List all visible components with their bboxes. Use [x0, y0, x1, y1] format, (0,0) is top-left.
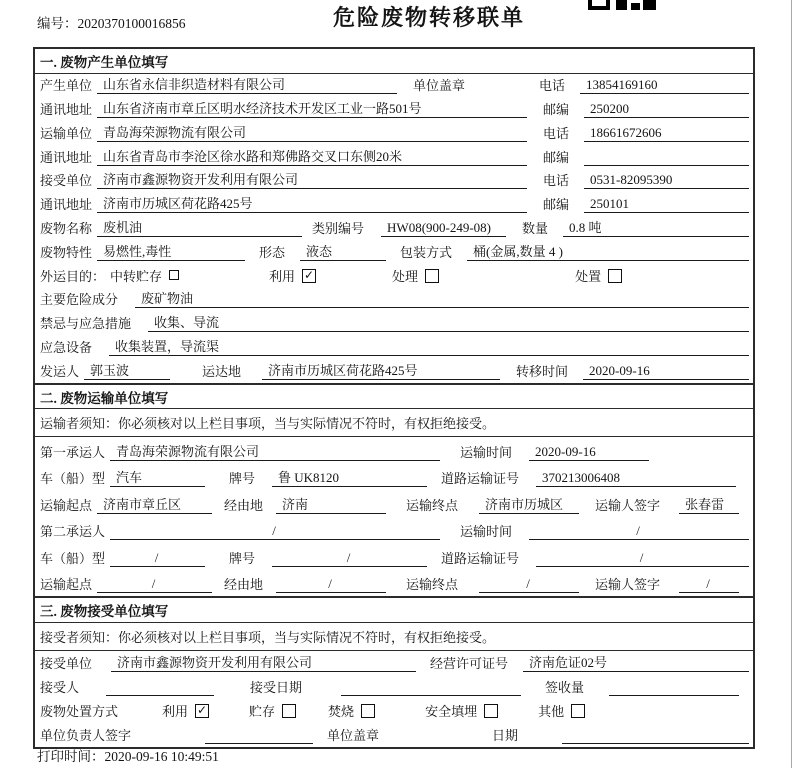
field-value-underline	[205, 743, 313, 744]
field-label: 道路运输证号	[441, 550, 520, 566]
row-receiver-address	[35, 192, 753, 216]
spacer	[506, 236, 522, 237]
section-s3	[35, 596, 753, 747]
checkbox-label: 利用	[269, 268, 296, 284]
spacer	[386, 260, 400, 261]
row-accept-unit	[35, 651, 753, 675]
spacer	[179, 284, 269, 285]
spacer	[118, 307, 130, 308]
field-value-underline: 易燃性,毒性	[97, 241, 245, 261]
spacer	[79, 695, 101, 696]
field-value-underline: 收集装置，导流渠	[109, 336, 749, 356]
spacer	[364, 236, 376, 237]
field-label: 运输单位	[40, 125, 93, 141]
field-value-underline: 济南市鑫源物资开发利用有限公司	[97, 169, 527, 189]
spacer	[245, 260, 259, 261]
print-time-label: 打印时间：	[37, 749, 105, 764]
spacer	[427, 486, 441, 487]
row-producer-address	[35, 97, 753, 121]
field-label: 日期	[492, 727, 519, 743]
field-label: 运输终点	[406, 497, 459, 513]
field-value-underline: /	[110, 550, 205, 567]
spacer	[440, 460, 460, 461]
field-label: 主要危险成分	[40, 292, 119, 308]
field-value-underline: 济南	[276, 494, 386, 514]
field-value-underline: /	[110, 523, 440, 540]
spacer	[209, 719, 249, 720]
spacer	[568, 379, 578, 380]
field-value-underline: 青岛海荣源物流有限公司	[97, 122, 527, 142]
field-label: 运输终点	[406, 577, 459, 593]
field-label: 道路运输证号	[441, 471, 520, 487]
spacer	[465, 93, 539, 94]
checkbox-label: 贮存	[249, 703, 276, 719]
page-edge-line	[791, 0, 792, 768]
spacer	[660, 592, 674, 593]
field-label: 通讯地址	[40, 197, 93, 213]
spacer	[302, 695, 336, 696]
checkbox-label: 其他	[538, 703, 565, 719]
spacer	[212, 513, 224, 514]
field-label: 电话	[543, 173, 570, 189]
field-label: 形态	[259, 244, 286, 260]
row-transport-address	[35, 145, 753, 169]
spacer	[379, 743, 492, 744]
checkbox-item	[249, 701, 296, 720]
field-value-underline: 青岛海荣源物流有限公司	[110, 441, 440, 461]
field-label: 包装方式	[400, 244, 453, 260]
spacer	[263, 513, 271, 514]
checkbox-item	[110, 266, 179, 285]
row-first-vehicle	[35, 464, 753, 491]
spacer	[527, 212, 543, 213]
spacer	[397, 93, 413, 94]
spacer	[214, 695, 250, 696]
spacer	[131, 743, 200, 744]
field-value-underline: 山东省青岛市李沧区徐水路和郑佛路交叉口东侧20米	[97, 146, 527, 166]
field-value-underline: 济南市历城区荷花路425号	[97, 193, 527, 213]
field-label: 发运人	[40, 363, 80, 379]
section-note: 接受者须知：你必须核对以上栏目事项，当与实际情况不符时，有权拒绝接受。	[35, 623, 753, 651]
section-title: 一. 废物产生单位填写	[35, 49, 753, 74]
field-value-underline: /	[97, 576, 212, 593]
spacer	[584, 695, 604, 696]
spacer	[439, 284, 575, 285]
field-label: 接受单位	[40, 173, 93, 189]
row-second-route	[35, 570, 753, 597]
field-label: 经由地	[224, 497, 264, 513]
field-value-underline: 废机油	[97, 217, 302, 237]
field-label: 电话	[543, 125, 570, 141]
field-value-underline: /	[536, 550, 749, 567]
section-note: 运输者须知：你必须核对以上栏目事项，当与实际情况不符时，有权拒绝接受。	[35, 409, 753, 437]
row-receiver-unit	[35, 169, 753, 193]
qr-block	[631, 3, 640, 10]
field-label: 产生单位	[40, 78, 93, 94]
field-value-underline: 汽车	[110, 467, 205, 487]
field-label: 废物名称	[40, 221, 93, 237]
field-label: 运输起点	[40, 497, 93, 513]
field-value-underline: 郭玉波	[84, 360, 170, 380]
field-label: 单位盖章	[413, 78, 466, 94]
serial-value: 2020370100016856	[77, 16, 186, 31]
field-value-underline: 液态	[300, 241, 386, 261]
spacer	[579, 513, 595, 514]
qr-block	[616, 0, 627, 10]
field-label: 经营许可证号	[430, 655, 509, 671]
spacer	[255, 486, 267, 487]
spacer	[440, 539, 460, 540]
field-label: 接受日期	[250, 679, 303, 695]
checkbox-label: 处理	[392, 268, 419, 284]
spacer	[92, 671, 106, 672]
field-value-underline: 桶(金属,数量 4 )	[467, 241, 749, 261]
spacer	[416, 671, 430, 672]
row-disposal-method	[35, 699, 753, 723]
checkbox-item	[538, 701, 585, 720]
field-value-underline	[562, 743, 749, 744]
row-second-vehicle	[35, 543, 753, 570]
field-label: 废物特性	[40, 244, 93, 260]
spacer	[569, 117, 579, 118]
field-value-underline: HW08(900-249-08)	[381, 220, 506, 237]
form-table	[33, 47, 755, 749]
spacer	[386, 592, 406, 593]
spacer	[500, 379, 516, 380]
checkbox-unchecked-icon	[608, 269, 622, 283]
spacer	[241, 379, 257, 380]
serial-label: 编号：	[37, 16, 78, 31]
field-value-underline: 济南市历城区荷花路425号	[262, 360, 500, 380]
checkbox-item	[269, 266, 316, 285]
qr-block	[588, 0, 610, 10]
spacer	[205, 486, 229, 487]
field-label: 禁忌与应急措施	[40, 316, 132, 332]
spacer	[296, 719, 328, 720]
field-label: 运输人签字	[595, 497, 661, 513]
spacer	[518, 743, 557, 744]
spacer	[313, 743, 327, 744]
spacer	[386, 513, 406, 514]
spacer	[118, 719, 162, 720]
field-label: 运输时间	[460, 524, 513, 540]
field-value-underline	[609, 695, 739, 696]
field-label: 类别编号	[312, 221, 365, 237]
field-label: 接受单位	[40, 655, 93, 671]
checkbox-checked-icon: ✓	[197, 703, 208, 718]
field-label: 废物处置方式	[40, 703, 119, 719]
field-value-underline	[341, 695, 521, 696]
field-label: 应急设备	[40, 340, 93, 356]
checkbox-unchecked-icon	[571, 704, 585, 718]
spacer	[255, 566, 267, 567]
field-label: 单位盖章	[327, 727, 380, 743]
checkbox-unchecked-icon	[282, 704, 296, 718]
field-value-underline: 0531-82095390	[584, 172, 749, 189]
spacer	[527, 141, 543, 142]
checkbox-item	[425, 701, 498, 720]
spacer	[452, 260, 462, 261]
field-label: 电话	[539, 78, 566, 94]
spacer	[375, 719, 425, 720]
spacer	[92, 355, 104, 356]
section-title: 三. 废物接受单位填写	[35, 598, 753, 623]
spacer	[521, 695, 545, 696]
checkbox-item	[392, 266, 439, 285]
row-producer-unit	[35, 74, 753, 98]
spacer	[498, 719, 538, 720]
field-label: 运输人签字	[595, 577, 661, 593]
spacer	[569, 141, 579, 142]
field-value-underline: 13854169160	[580, 77, 749, 94]
spacer	[569, 212, 579, 213]
section-title: 二. 废物运输单位填写	[35, 385, 753, 410]
field-value-underline: 2020-09-16	[529, 444, 649, 461]
serial-number	[37, 12, 186, 32]
qr-block	[643, 0, 656, 10]
checkbox-item	[575, 266, 622, 285]
field-value-underline: 2020-09-16	[583, 363, 749, 380]
field-label: 车（船）型	[40, 550, 106, 566]
field-value-underline: 张春雷	[679, 494, 739, 514]
field-value-underline: /	[479, 576, 579, 593]
spacer	[565, 93, 575, 94]
field-value-underline: 济南市章丘区	[97, 494, 212, 514]
row-responsible-signature	[35, 723, 753, 747]
field-label: 第二承运人	[40, 524, 106, 540]
field-value-underline: 鲁 UK8120	[272, 467, 427, 487]
row-hazard-component	[35, 288, 753, 312]
section-s1	[35, 49, 753, 383]
checkbox-label: 处置	[575, 268, 602, 284]
spacer	[527, 165, 543, 166]
row-second-carrier	[35, 517, 753, 544]
checkbox-label: 利用	[162, 703, 189, 719]
checkbox-item	[328, 701, 375, 720]
field-value-underline	[584, 165, 749, 166]
row-transport-unit	[35, 121, 753, 145]
spacer	[660, 513, 674, 514]
field-label: 邮编	[543, 197, 570, 213]
spacer	[131, 331, 143, 332]
spacer	[579, 592, 595, 593]
print-time	[37, 745, 219, 765]
field-value-underline: /	[679, 576, 739, 593]
spacer	[302, 236, 312, 237]
field-label: 外运目的：	[40, 268, 106, 284]
checkbox-unchecked-icon	[361, 704, 375, 718]
field-value-underline: 济南危证02号	[523, 652, 749, 672]
field-value-underline: 济南市鑫源物资开发利用有限公司	[111, 652, 416, 672]
field-label: 单位负责人签字	[40, 727, 132, 743]
field-value-underline: /	[272, 550, 427, 567]
spacer	[569, 188, 579, 189]
row-accept-person	[35, 675, 753, 699]
field-value-underline: /	[276, 576, 386, 593]
row-first-route	[35, 490, 753, 517]
field-value-underline: /	[529, 523, 749, 540]
spacer	[519, 486, 531, 487]
spacer	[205, 566, 229, 567]
field-label: 通讯地址	[40, 102, 93, 118]
field-label: 邮编	[543, 102, 570, 118]
spacer	[569, 165, 579, 166]
checkbox-unchecked-icon	[484, 704, 498, 718]
spacer	[316, 284, 392, 285]
row-emergency-equipment	[35, 335, 753, 359]
spacer	[285, 260, 295, 261]
qr-code-icon	[588, 0, 668, 11]
row-shipper	[35, 359, 753, 383]
spacer	[427, 566, 441, 567]
field-label: 运达地	[202, 363, 242, 379]
print-time-value: 2020-09-16 10:49:51	[104, 749, 219, 764]
spacer	[170, 379, 202, 380]
row-waste-name	[35, 216, 753, 240]
field-label: 运输起点	[40, 577, 93, 593]
checkbox-label: 中转贮存	[110, 268, 163, 284]
field-label: 接受人	[40, 679, 80, 695]
field-label: 邮编	[543, 149, 570, 165]
field-value-underline: 250101	[584, 196, 749, 213]
row-first-carrier	[35, 437, 753, 464]
spacer	[519, 566, 531, 567]
field-value-underline: 18661672606	[584, 125, 749, 142]
page-title: 危险废物转移联单	[333, 5, 526, 30]
spacer	[458, 513, 474, 514]
field-value-underline: 370213006408	[536, 470, 736, 487]
field-label: 通讯地址	[40, 149, 93, 165]
spacer	[527, 117, 543, 118]
spacer	[458, 592, 474, 593]
checkbox-label: 安全填埋	[425, 703, 478, 719]
spacer	[548, 236, 558, 237]
checkbox-unchecked-icon	[425, 269, 439, 283]
spacer	[212, 592, 224, 593]
row-outbound-purpose	[35, 264, 753, 288]
field-label: 转移时间	[516, 363, 569, 379]
spacer	[508, 671, 518, 672]
field-label: 运输时间	[460, 444, 513, 460]
field-value-underline: 250200	[584, 101, 749, 118]
spacer	[512, 460, 524, 461]
field-label: 车（船）型	[40, 471, 106, 487]
field-label: 第一承运人	[40, 444, 106, 460]
field-label: 经由地	[224, 577, 264, 593]
checkbox-label: 焚烧	[328, 703, 355, 719]
field-label: 签收量	[545, 679, 585, 695]
field-label: 数量	[522, 221, 549, 237]
field-value-underline: 废矿物油	[135, 288, 749, 308]
field-label: 牌号	[229, 550, 256, 566]
field-value-underline: 山东省济南市章丘区明水经济技术开发区工业一路501号	[97, 98, 527, 118]
row-waste-property	[35, 240, 753, 264]
checkbox-unchecked-icon	[169, 270, 179, 280]
spacer	[512, 539, 524, 540]
checkbox-item	[162, 701, 209, 720]
row-contraindication	[35, 311, 753, 335]
field-value-underline	[106, 695, 214, 696]
section-s2	[35, 383, 753, 597]
spacer	[263, 592, 271, 593]
field-value-underline: 收集、导流	[148, 312, 749, 332]
field-value-underline: 济南市历城区	[479, 494, 579, 514]
field-label: 牌号	[229, 471, 256, 487]
spacer	[527, 188, 543, 189]
field-value-underline: 0.8 吨	[563, 217, 749, 237]
checkbox-checked-icon: ✓	[304, 268, 315, 283]
field-value-underline: 山东省永信非织造材料有限公司	[97, 74, 397, 94]
